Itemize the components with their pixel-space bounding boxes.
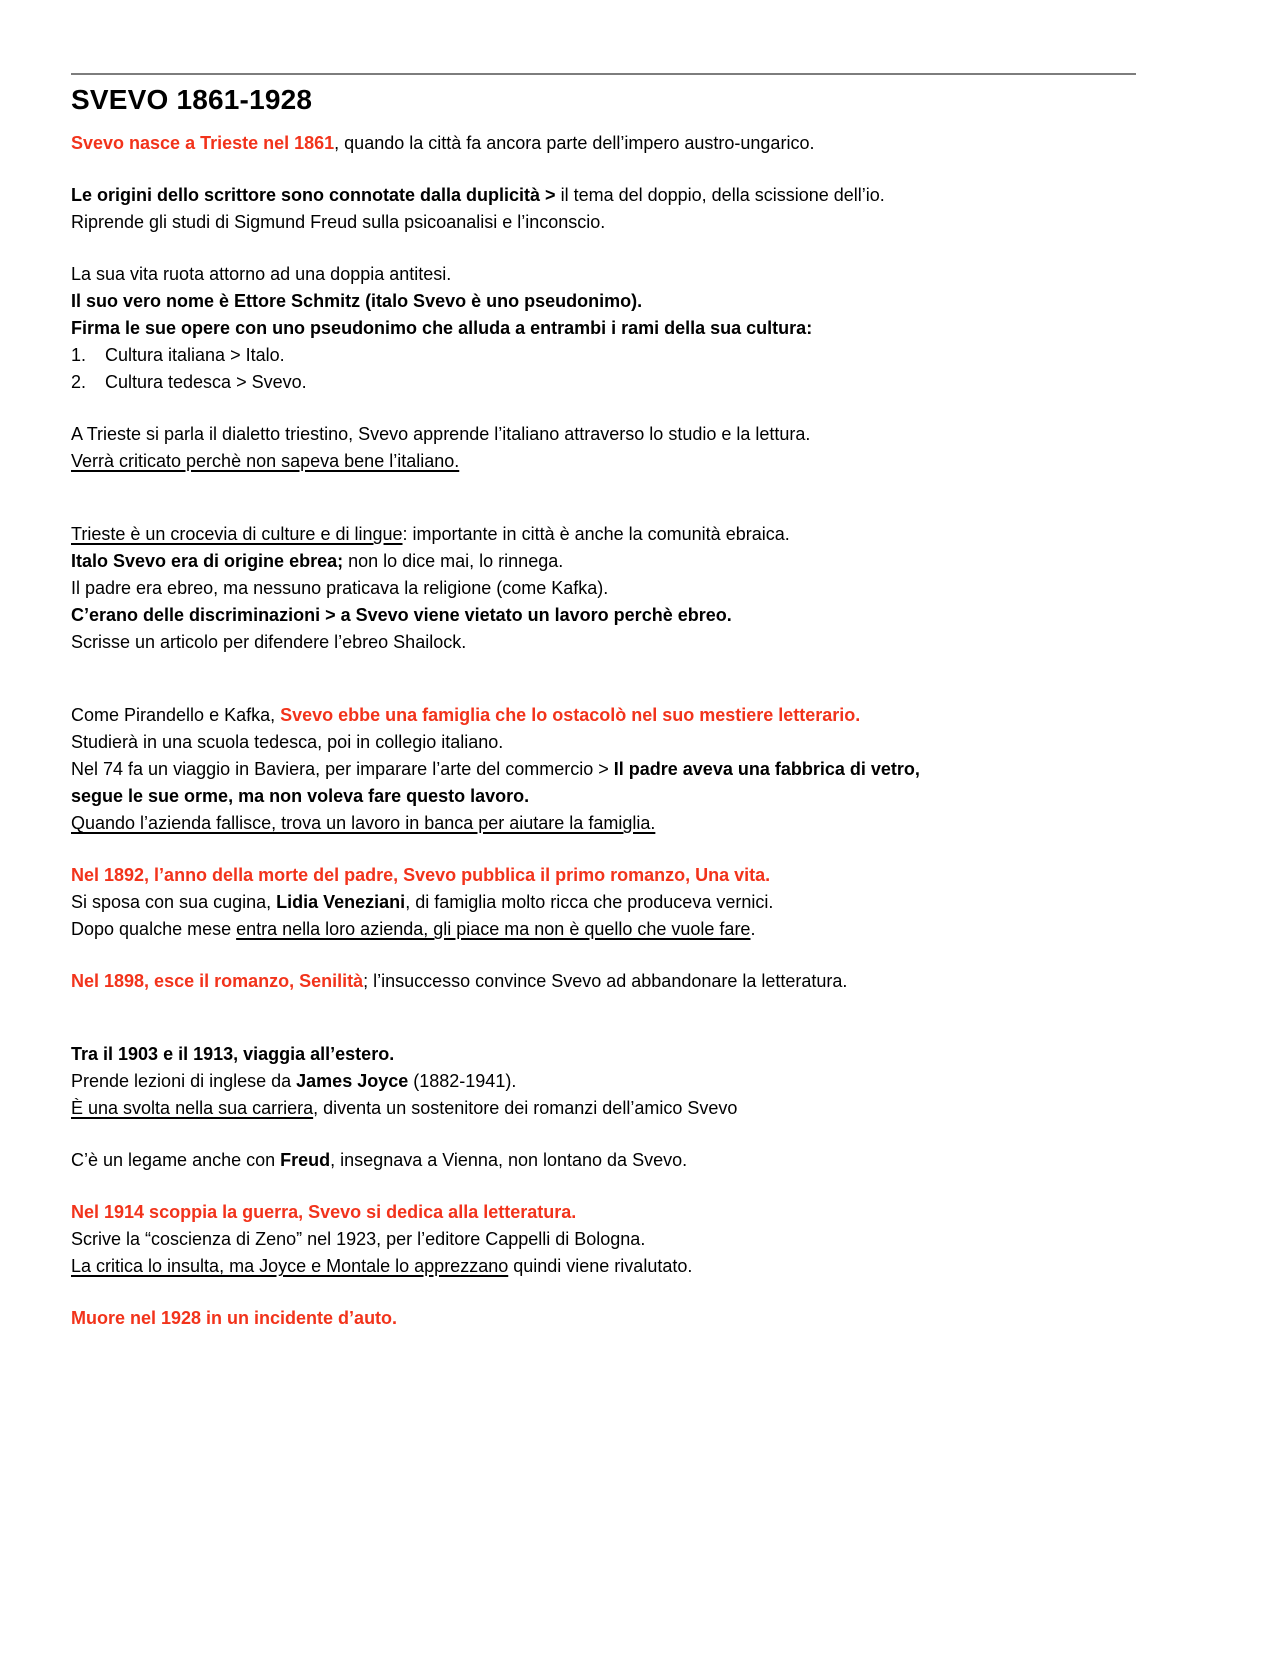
- text-run: : importante in città è anche la comunità ebraica.: [402, 524, 790, 544]
- text-line: [71, 261, 1146, 288]
- text-run: Il padre aveva una fabbrica di vetro,: [613, 759, 920, 779]
- text-line: [71, 1095, 1146, 1122]
- text-line: [71, 448, 1146, 475]
- paragraph: [71, 182, 1146, 236]
- text-run: .: [750, 919, 756, 939]
- text-run: Lidia Veneziani: [276, 892, 406, 912]
- text-run: Scrive la “coscienza di Zeno” nel 1923, per l’editore Cappelli di Bologna.: [71, 1229, 646, 1249]
- text-run: Scrisse un articolo per difendere l’ebreo Shailock.: [71, 632, 467, 652]
- text-run: Quando l’azienda fallisce, trova un lavoro in banca per aiutare la famiglia.: [71, 813, 656, 833]
- text-run: , diventa un sostenitore dei romanzi dell’amico Svevo: [313, 1098, 738, 1118]
- text-run: Le origini dello scrittore sono connotate dalla duplicità >: [71, 185, 556, 205]
- text-line: [71, 1226, 1146, 1253]
- text-run: Firma le sue opere con uno pseudonimo che alluda a entrambi i rami della sua cultura:: [71, 318, 813, 338]
- paragraph: [71, 261, 1146, 396]
- paragraph: [71, 968, 1146, 995]
- text-run: Nel 1892, l’anno della morte del padre, Svevo pubblica il primo romanzo, Una vita.: [71, 865, 771, 885]
- text-run: entra nella loro azienda, gli piace ma non è quello che vuole fare: [236, 919, 751, 939]
- paragraph: [71, 862, 1146, 943]
- text-line: [71, 810, 1146, 837]
- text-run: A Trieste si parla il dialetto triestino, Svevo apprende l’italiano attraverso lo studio e la lettura.: [71, 424, 811, 444]
- text-line: [71, 756, 1146, 783]
- top-rule: [71, 73, 1136, 75]
- text-line: [71, 421, 1146, 448]
- text-run: Nel 1914 scoppia la guerra, Svevo si dedica alla letteratura.: [71, 1202, 577, 1222]
- text-line: [71, 602, 1146, 629]
- paragraph: [71, 1305, 1146, 1332]
- text-line: [71, 521, 1146, 548]
- text-line: [71, 862, 1146, 889]
- text-run: La sua vita ruota attorno ad una doppia antitesi.: [71, 264, 452, 284]
- text-run: Prende lezioni di inglese da: [71, 1071, 297, 1091]
- text-run: È una svolta nella sua carriera: [71, 1098, 314, 1118]
- text-run: quindi viene rivalutato.: [508, 1256, 693, 1276]
- paragraph: [71, 1147, 1146, 1174]
- text-line: [71, 182, 1146, 209]
- text-run: Il padre era ebreo, ma nessuno praticava la religione (come Kafka).: [71, 578, 609, 598]
- text-run: Freud: [280, 1150, 331, 1170]
- text-line: [71, 315, 1146, 342]
- text-run: Dopo qualche mese: [71, 919, 237, 939]
- paragraph: [71, 130, 1146, 157]
- text-line: [71, 702, 1146, 729]
- text-run: La critica lo insulta, ma Joyce e Montale lo apprezzano: [71, 1256, 509, 1276]
- document-body: [71, 130, 1146, 1332]
- text-line: [71, 1199, 1146, 1226]
- text-run: Trieste è un crocevia di culture e di lingue: [71, 524, 403, 544]
- text-line: [71, 1253, 1146, 1280]
- text-line: [71, 968, 1146, 995]
- list-item-line: [71, 369, 1146, 396]
- text-run: ; l’insuccesso convince Svevo ad abbandonare la letteratura.: [363, 971, 848, 991]
- paragraph: [71, 1199, 1146, 1280]
- text-run: Il suo vero nome è Ettore Schmitz (italo Svevo è uno pseudonimo).: [71, 291, 643, 311]
- text-line: [71, 629, 1146, 656]
- list-number: 2.: [71, 372, 87, 392]
- text-run: James Joyce: [296, 1071, 409, 1091]
- text-run: , insegnava a Vienna, non lontano da Svevo.: [330, 1150, 688, 1170]
- text-line: [71, 209, 1146, 236]
- list-item-line: [71, 342, 1146, 369]
- text-run: il tema del doppio, della scissione dell’io.: [555, 185, 885, 205]
- text-run: segue le sue orme, ma non voleva fare questo lavoro.: [71, 786, 530, 806]
- text-line: [71, 783, 1146, 810]
- text-line: [71, 548, 1146, 575]
- text-run: Svevo nasce a Trieste nel 1861: [71, 133, 335, 153]
- text-run: Si sposa con sua cugina,: [71, 892, 277, 912]
- text-line: [71, 130, 1146, 157]
- text-run: Nel 1898, esce il romanzo, Senilità: [71, 971, 364, 991]
- text-run: Muore nel 1928 in un incidente d’auto.: [71, 1308, 398, 1328]
- paragraph: [71, 702, 1146, 837]
- text-line: [71, 575, 1146, 602]
- text-line: [71, 1041, 1146, 1068]
- list-number: 1.: [71, 345, 87, 365]
- text-run: Cultura tedesca > Svevo.: [105, 372, 307, 392]
- text-run: Cultura italiana > Italo.: [105, 345, 285, 365]
- paragraph: [71, 421, 1146, 475]
- text-run: C’erano delle discriminazioni > a Svevo viene vietato un lavoro perchè ebreo.: [71, 605, 732, 625]
- text-run: C’è un legame anche con: [71, 1150, 281, 1170]
- text-run: Tra il 1903 e il 1913, viaggia all’estero.: [71, 1044, 395, 1064]
- text-run: Studierà in una scuola tedesca, poi in collegio italiano.: [71, 732, 504, 752]
- text-line: [71, 1068, 1146, 1095]
- paragraph: [71, 521, 1146, 656]
- page-title: SVEVO 1861-1928: [71, 84, 313, 115]
- text-line: [71, 916, 1146, 943]
- text-run: Nel 74 fa un viaggio in Baviera, per imparare l’arte del commercio >: [71, 759, 614, 779]
- text-run: Verrà criticato perchè non sapeva bene l’italiano.: [71, 451, 460, 471]
- text-run: Riprende gli studi di Sigmund Freud sulla psicoanalisi e l’inconscio.: [71, 212, 606, 232]
- text-line: [71, 288, 1146, 315]
- text-run: Italo Svevo era di origine ebrea;: [71, 551, 344, 571]
- text-run: , quando la città fa ancora parte dell’impero austro-ungarico.: [334, 133, 815, 153]
- text-run: Svevo ebbe una famiglia che lo ostacolò nel suo mestiere letterario.: [280, 705, 861, 725]
- text-line: [71, 1305, 1146, 1332]
- text-line: [71, 889, 1146, 916]
- paragraph: [71, 1041, 1146, 1122]
- text-run: Come Pirandello e Kafka,: [71, 705, 281, 725]
- text-line: [71, 1147, 1146, 1174]
- text-run: (1882-1941).: [408, 1071, 517, 1091]
- text-line: [71, 729, 1146, 756]
- text-run: , di famiglia molto ricca che produceva vernici.: [405, 892, 774, 912]
- text-run: non lo dice mai, lo rinnega.: [343, 551, 564, 571]
